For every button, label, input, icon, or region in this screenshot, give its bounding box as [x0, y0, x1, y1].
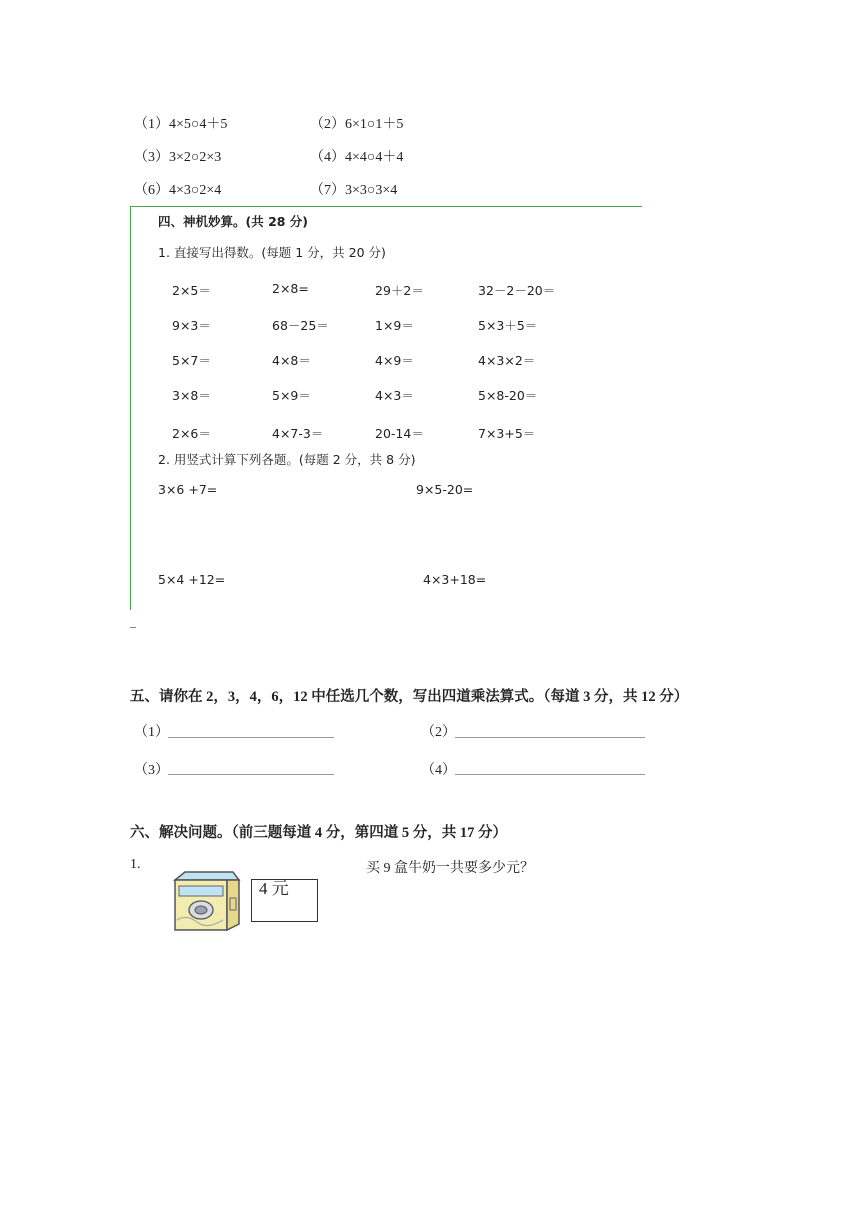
answer-line-3[interactable] — [168, 774, 334, 775]
problem: 2×6＝ — [172, 426, 211, 441]
problem: 9×3＝ — [172, 318, 211, 333]
vertical-problem: 5×4 +12= — [158, 572, 226, 587]
problem: 3×8＝ — [172, 388, 211, 403]
problem: 2×5＝ — [172, 283, 211, 298]
compare-1: （1）4×5○4＋5 — [134, 117, 228, 132]
problem: 32－2－20＝ — [478, 283, 556, 298]
problem: 2×8= — [272, 281, 309, 296]
stray-dash — [130, 627, 136, 628]
problem: 5×3＋5＝ — [478, 318, 538, 333]
vertical-problem: 9×5-20= — [416, 482, 474, 497]
compare-3: （3）3×2○2×3 — [134, 150, 222, 165]
problem: 1×9＝ — [375, 318, 414, 333]
vertical-problem: 3×6 +7= — [158, 482, 218, 497]
section4-title: 四、神机妙算。(共 28 分) — [158, 214, 309, 229]
section4-border — [130, 206, 642, 610]
problem: 5×8-20＝ — [478, 388, 538, 403]
answer-line-4[interactable] — [455, 774, 645, 775]
answer-label-2: （2） — [421, 725, 456, 740]
compare-7: （7）3×3○3×4 — [310, 183, 398, 198]
question-number: 1. — [130, 857, 141, 872]
problem: 68－25＝ — [272, 318, 329, 333]
problem: 7×3+5＝ — [478, 426, 536, 441]
answer-label-1: （1） — [134, 725, 169, 740]
problem: 4×9＝ — [375, 353, 414, 368]
milk-box-icon — [167, 870, 241, 932]
problem: 4×3×2＝ — [478, 353, 536, 368]
question-text: 买 9 盒牛奶一共要多少元？ — [366, 861, 534, 876]
problem: 5×7＝ — [172, 353, 211, 368]
section4-q1-title: 1. 直接写出得数。(每题 1 分，共 20 分) — [158, 245, 386, 260]
answer-line-1[interactable] — [168, 737, 334, 738]
answer-label-4: （4） — [421, 763, 456, 778]
section5-title: 五、请你在 2，3，4，6，12 中任选几个数，写出四道乘法算式。（每道 3 分，共 12 分） — [130, 689, 689, 705]
problem: 5×9＝ — [272, 388, 311, 403]
compare-6: （6）4×3○2×4 — [134, 183, 222, 198]
problem: 29＋2＝ — [375, 283, 424, 298]
section4-q2-title: 2. 用竖式计算下列各题。(每题 2 分，共 8 分) — [158, 452, 416, 467]
section6-title: 六、解决问题。（前三题每道 4 分，第四道 5 分，共 17 分） — [130, 825, 507, 841]
vertical-problem: 4×3+18= — [423, 572, 487, 587]
problem: 4×3＝ — [375, 388, 414, 403]
compare-2: （2）6×1○1＋5 — [310, 117, 404, 132]
problem: 4×8＝ — [272, 353, 311, 368]
problem: 4×7-3＝ — [272, 426, 324, 441]
compare-4: （4）4×4○4＋4 — [310, 150, 404, 165]
problem: 20-14＝ — [375, 426, 424, 441]
answer-line-2[interactable] — [455, 737, 645, 738]
price-label: 4 元 — [259, 879, 289, 898]
answer-label-3: （3） — [134, 763, 169, 778]
